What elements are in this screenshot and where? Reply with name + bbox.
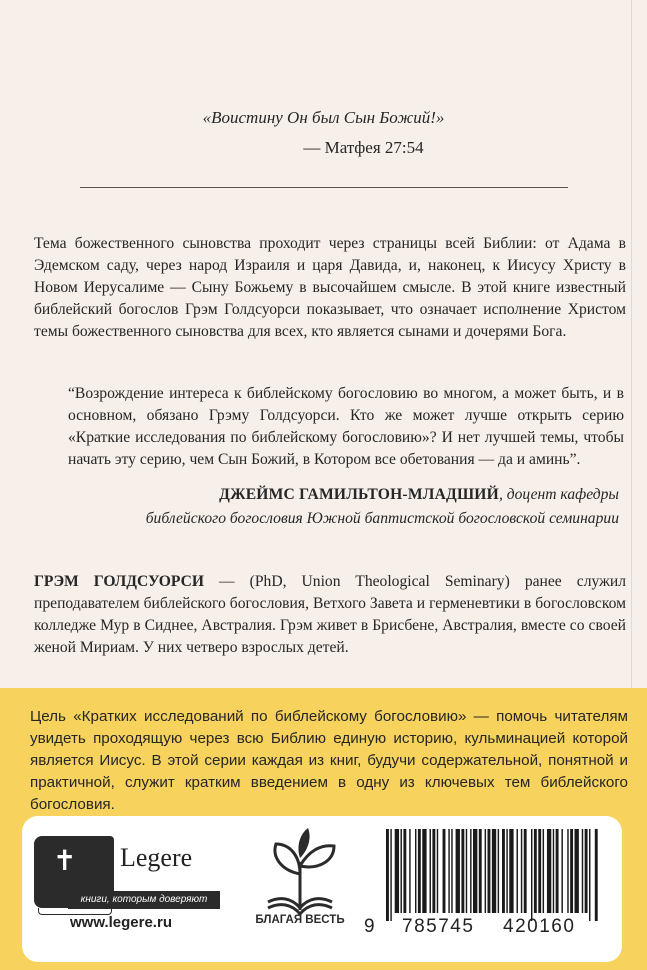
barcode-bar [456,829,460,913]
intro-paragraph: Тема божественного сыновства проходит через страницы всей Библии: от Адама в Эдемском саду, через народ Израиля и царя Давида, и, наконец, к Иисусу Христу в Новом Иерусалиме — Сыну Божьему в высочайшем смысле. В этой книге известный библейский богослов Грэм Голдсуорси показывает, что означает исполнение Христом темы божественного сыновства для всех, кто является сынами и дочерями Бога. [34,235,626,340]
barcode-bar [556,829,559,913]
barcode-bar [561,829,562,913]
barcode-bar [509,829,513,913]
endorser-affiliation: библейского богословия Южной баптистской богословской семинарии [145,510,619,527]
epigraph-reference: — Матфея 27:54 [303,138,424,157]
barcode-prefix: 9 [364,916,377,937]
barcode-bar [403,829,406,913]
barcode-bar [570,829,573,913]
imprint-name: БЛАГАЯ ВЕСТЬ [255,914,345,926]
barcode-group-2: 420160 [503,916,576,937]
barcode-bar [415,829,416,913]
barcode-bar [521,829,522,913]
barcode-bar [437,829,438,913]
endorser-role: , доцент кафедры [498,486,619,503]
barcode-bar [595,829,598,921]
barcode-bar [479,829,482,913]
author-bio [34,571,626,659]
barcode-bar [547,829,551,913]
barcode-bar [534,829,537,913]
barcode-bar [418,829,421,913]
publisher-url: www.legere.ru [70,914,172,931]
endorser-line [219,486,619,504]
barcode-group-1: 785745 [402,916,475,937]
barcode-bar [485,829,486,913]
barcode-bar [432,829,435,913]
series-description: Цель «Кратких исследований по библейскому богословию» — помочь читателям увидеть проходящую через всю Библию единую историю, кульминацией которой является Иисус. В этой серии каждая из книг, будучи содержательной, понятной и практичной, служит кратким введением в одну из ключевых тем библейского богословия. [30,708,628,813]
author-name: ГРЭМ ГОЛДСУОРСИ [34,573,204,590]
barcode-bar [517,829,518,913]
barcode-bar [451,829,452,913]
barcode-bar [585,829,588,913]
barcode-bar [466,829,467,913]
barcode-bar [422,829,426,913]
barcode-bar [538,829,541,913]
barcode-bar [582,829,583,913]
epigraph-quote: «Воистину Он был Сын Божий!» [202,108,445,127]
publisher-tagline: книги, которым доверяют [68,891,220,909]
barcode-bar [390,829,391,921]
barcode-bar [524,829,527,913]
endorsement-quote: “Возрождение интереса к библейскому богословию во многом, а может быть, и в основном, обязано Грэму Голдсуорси. Кто же может лучше открыть серию «Краткие исследования по библейскому богословию»? И нет лучшей темы, чтобы начать эту серию, чем Сын Божий, в Котором все обетования — да и аминь”. [68,385,624,468]
barcode-bar [506,829,507,913]
barcode-bar [395,829,399,913]
barcode-bar [498,829,499,913]
endorser-name: ДЖЕЙМС ГАМИЛЬТОН-МЛАДШИЙ [219,486,499,503]
barcode-bar [575,829,579,913]
barcode-bar [448,829,449,913]
barcode-bar [409,829,410,913]
barcode-bar [488,829,491,913]
barcode-bar [553,829,554,913]
book-cross-icon: ✝ [34,836,114,908]
publisher-name: Legere [120,843,193,872]
author-bio-text: — (PhD, Union Theological Seminary) ранее служил преподавателем библейского богословия, Ветхого Завета и герменевтики в богословском колледже Мур в Сиднее, Австралия. Грэм живет в Брисбене, Австралия, вместе со своей женой Мириам. У них четверо взрослых детей. [34,573,626,656]
divider [80,187,568,188]
barcode-bar [543,829,544,913]
sprout-book-icon [250,822,350,922]
barcode-bar [589,829,590,921]
barcode-bar [470,829,471,913]
barcode-bar [386,829,389,921]
barcode-bar [502,829,505,913]
barcode-bar [492,829,496,913]
barcode-bar [430,829,431,913]
barcode-bar [401,829,402,913]
barcode-bar [443,829,446,913]
barcode-bar [473,829,477,913]
barcode-bar [567,829,568,913]
barcode-bar [461,829,464,913]
barcode [382,829,600,921]
barcode-bar [531,829,532,921]
